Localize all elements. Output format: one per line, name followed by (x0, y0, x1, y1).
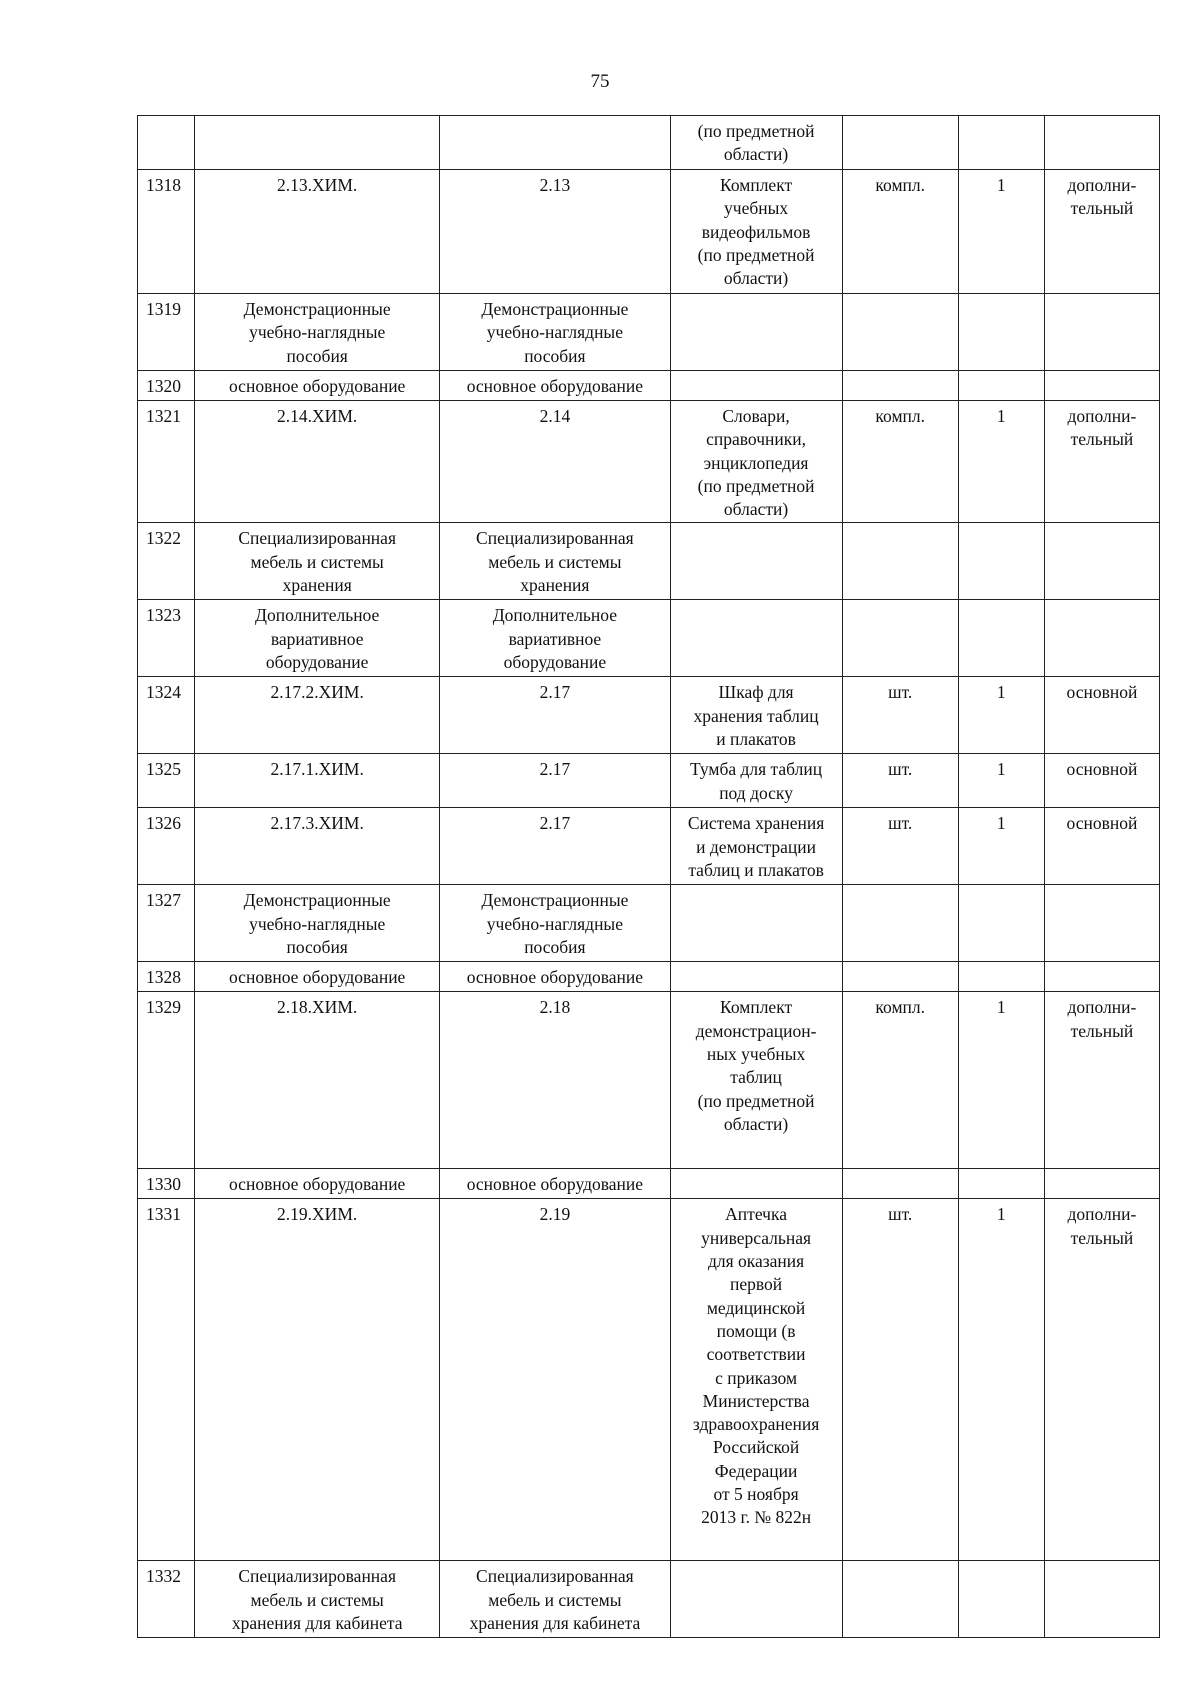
item-name-cell: Комплект учебных видеофильмов (по предметной области) (670, 170, 842, 294)
table-row (138, 401, 1160, 523)
quantity-cell (958, 885, 1044, 962)
item-name-cell: Аптечка универсальная для оказания первой медицинской помощи (в соответствии с приказом Министерства здравоохранения Российской Федерации от 5 ноября 2013 г. № 822н (670, 1199, 842, 1561)
unit-of-measure-cell: шт. (842, 677, 958, 754)
quantity-cell: 1 (958, 170, 1044, 294)
row-number-cell: 1328 (138, 962, 195, 992)
section-ref-cell: 2.13 (440, 170, 670, 294)
table-row (138, 754, 1160, 808)
table-row (138, 1199, 1160, 1561)
section-ref-cell (440, 116, 670, 170)
quantity-cell (958, 371, 1044, 401)
quantity-cell (958, 523, 1044, 600)
table-row (138, 523, 1160, 600)
row-number-cell: 1325 (138, 754, 195, 808)
unit-of-measure-cell (842, 116, 958, 170)
table-row (138, 1169, 1160, 1199)
table-row (138, 116, 1160, 170)
equipment-type-cell (1044, 1561, 1159, 1638)
row-number-cell: 1324 (138, 677, 195, 754)
quantity-cell (958, 1169, 1044, 1199)
section-ref-cell: 2.18 (440, 992, 670, 1169)
item-code-cell: 2.17.1.ХИМ. (195, 754, 440, 808)
row-number-cell: 1326 (138, 808, 195, 885)
unit-of-measure-cell (842, 885, 958, 962)
quantity-cell: 1 (958, 992, 1044, 1169)
item-code-cell: основное оборудование (195, 1169, 440, 1199)
equipment-type-cell (1044, 1169, 1159, 1199)
equipment-type-cell: основной (1044, 754, 1159, 808)
item-code-cell: 2.17.2.ХИМ. (195, 677, 440, 754)
row-number-cell: 1323 (138, 600, 195, 677)
unit-of-measure-cell (842, 523, 958, 600)
item-name-cell: Комплект демонстрацион- ных учебных таблиц (по предметной области) (670, 992, 842, 1169)
table-row (138, 885, 1160, 962)
item-name-cell (670, 962, 842, 992)
row-number-cell: 1321 (138, 401, 195, 523)
item-name-cell: Тумба для таблиц под доску (670, 754, 842, 808)
equipment-type-cell: дополни- тельный (1044, 401, 1159, 523)
item-name-cell (670, 1561, 842, 1638)
item-name-cell (670, 523, 842, 600)
item-code-cell: Демонстрационные учебно-наглядные пособия (195, 294, 440, 371)
equipment-type-cell: дополни- тельный (1044, 1199, 1159, 1561)
section-ref-cell: Специализированная мебель и системы хранения для кабинета (440, 1561, 670, 1638)
quantity-cell (958, 116, 1044, 170)
equipment-type-cell (1044, 294, 1159, 371)
table-row (138, 1561, 1160, 1638)
item-code-cell: 2.19.ХИМ. (195, 1199, 440, 1561)
section-ref-cell: 2.17 (440, 677, 670, 754)
equipment-type-cell (1044, 962, 1159, 992)
section-ref-cell: 2.19 (440, 1199, 670, 1561)
unit-of-measure-cell (842, 371, 958, 401)
quantity-cell (958, 962, 1044, 992)
item-code-cell: 2.17.3.ХИМ. (195, 808, 440, 885)
row-number-cell: 1332 (138, 1561, 195, 1638)
quantity-cell (958, 1561, 1044, 1638)
row-number-cell: 1319 (138, 294, 195, 371)
table-row (138, 677, 1160, 754)
table-row (138, 600, 1160, 677)
item-name-cell: (по предметной области) (670, 116, 842, 170)
quantity-cell (958, 600, 1044, 677)
quantity-cell: 1 (958, 754, 1044, 808)
section-ref-cell: основное оборудование (440, 371, 670, 401)
item-code-cell: 2.13.ХИМ. (195, 170, 440, 294)
row-number-cell: 1327 (138, 885, 195, 962)
item-name-cell (670, 294, 842, 371)
item-name-cell (670, 371, 842, 401)
item-code-cell: 2.18.ХИМ. (195, 992, 440, 1169)
unit-of-measure-cell (842, 1561, 958, 1638)
quantity-cell: 1 (958, 1199, 1044, 1561)
item-code-cell: 2.14.ХИМ. (195, 401, 440, 523)
row-number-cell: 1320 (138, 371, 195, 401)
row-number-cell: 1329 (138, 992, 195, 1169)
row-number-cell: 1331 (138, 1199, 195, 1561)
quantity-cell: 1 (958, 677, 1044, 754)
page-number: 75 (590, 71, 610, 92)
item-name-cell: Шкаф для хранения таблиц и плакатов (670, 677, 842, 754)
section-ref-cell: основное оборудование (440, 962, 670, 992)
unit-of-measure-cell: шт. (842, 808, 958, 885)
item-name-cell (670, 1169, 842, 1199)
item-name-cell (670, 600, 842, 677)
item-name-cell (670, 885, 842, 962)
equipment-type-cell: основной (1044, 808, 1159, 885)
unit-of-measure-cell (842, 1169, 958, 1199)
unit-of-measure-cell: компл. (842, 170, 958, 294)
quantity-cell: 1 (958, 401, 1044, 523)
table-row (138, 992, 1160, 1169)
item-name-cell: Система хранения и демонстрации таблиц и плакатов (670, 808, 842, 885)
equipment-type-cell (1044, 885, 1159, 962)
equipment-type-cell: основной (1044, 677, 1159, 754)
table-row (138, 170, 1160, 294)
equipment-type-cell (1044, 371, 1159, 401)
table-row (138, 371, 1160, 401)
section-ref-cell: основное оборудование (440, 1169, 670, 1199)
unit-of-measure-cell (842, 962, 958, 992)
section-ref-cell: 2.17 (440, 808, 670, 885)
section-ref-cell: Демонстрационные учебно-наглядные пособия (440, 294, 670, 371)
quantity-cell: 1 (958, 808, 1044, 885)
unit-of-measure-cell: компл. (842, 992, 958, 1169)
equipment-type-cell (1044, 523, 1159, 600)
unit-of-measure-cell (842, 294, 958, 371)
table-row (138, 294, 1160, 371)
section-ref-cell: Демонстрационные учебно-наглядные пособия (440, 885, 670, 962)
unit-of-measure-cell: компл. (842, 401, 958, 523)
unit-of-measure-cell: шт. (842, 1199, 958, 1561)
section-ref-cell: 2.17 (440, 754, 670, 808)
section-ref-cell: Дополнительное вариативное оборудование (440, 600, 670, 677)
equipment-type-cell (1044, 600, 1159, 677)
item-code-cell: Дополнительное вариативное оборудование (195, 600, 440, 677)
unit-of-measure-cell: шт. (842, 754, 958, 808)
item-code-cell: основное оборудование (195, 371, 440, 401)
equipment-type-cell (1044, 116, 1159, 170)
section-ref-cell: 2.14 (440, 401, 670, 523)
item-code-cell: Специализированная мебель и системы хранения для кабинета (195, 1561, 440, 1638)
table-row (138, 808, 1160, 885)
equipment-type-cell: дополни- тельный (1044, 992, 1159, 1169)
unit-of-measure-cell (842, 600, 958, 677)
item-code-cell: Демонстрационные учебно-наглядные пособия (195, 885, 440, 962)
table-row (138, 962, 1160, 992)
equipment-table (137, 115, 1160, 1638)
item-name-cell: Словари, справочники, энциклопедия (по предметной области) (670, 401, 842, 523)
row-number-cell: 1330 (138, 1169, 195, 1199)
row-number-cell: 1318 (138, 170, 195, 294)
row-number-cell: 1322 (138, 523, 195, 600)
equipment-type-cell: дополни- тельный (1044, 170, 1159, 294)
quantity-cell (958, 294, 1044, 371)
item-code-cell: Специализированная мебель и системы хранения (195, 523, 440, 600)
section-ref-cell: Специализированная мебель и системы хранения (440, 523, 670, 600)
item-code-cell (195, 116, 440, 170)
item-code-cell: основное оборудование (195, 962, 440, 992)
row-number-cell (138, 116, 195, 170)
